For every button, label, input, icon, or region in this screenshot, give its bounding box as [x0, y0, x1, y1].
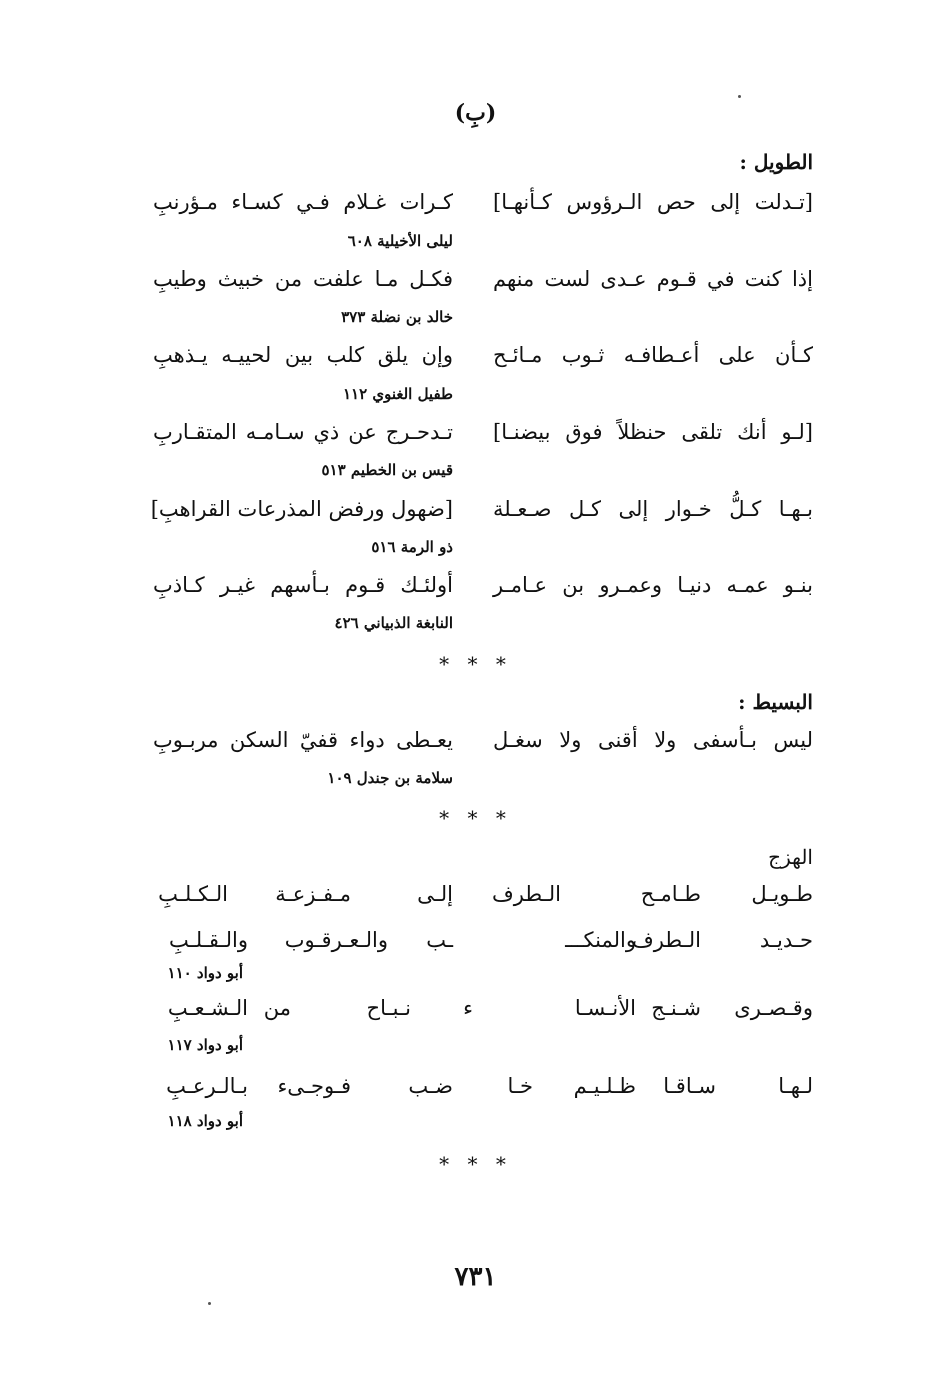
hazaj-word: نـبـاح [366, 996, 411, 1020]
hazaj-word: ـب [426, 928, 453, 952]
hazaj-word: ء [463, 996, 473, 1020]
hazaj-word: ضـب [408, 1074, 453, 1098]
poet-attribution: أبو دواد ١١٨ [167, 1112, 243, 1130]
hazaj-word: حـديـد [759, 928, 813, 952]
hazaj-word: سـاقـا [663, 1074, 716, 1098]
hazaj-word: بـالـرعـبِ [166, 1074, 248, 1098]
poet-attribution: ليلى الأخيلية ٦٠٨ [347, 232, 453, 250]
meter-title-hazaj: الهزج [768, 845, 813, 869]
verse-first-hemistich: بنـو عمـه دنيـا وعمـرو بن عـامـر [493, 573, 813, 597]
page-number: ٧٣١ [454, 1262, 497, 1292]
poet-attribution: أبو دواد ١١٠ [167, 964, 243, 982]
section-divider-stars: * * * [439, 652, 512, 676]
verse-first-hemistich: ليس بـأسفى ولا أقنى ولا سغـل [493, 728, 813, 752]
verse-second-hemistich: وإن يلق كلب بين لحييـه يـذهبِ [153, 343, 453, 367]
section-letter-header: (بِ) [454, 100, 497, 126]
hazaj-word: الـكـلـبِ [158, 882, 228, 906]
poet-attribution: النابغة الذبياني ٤٢٦ [334, 614, 453, 632]
hazaj-word: طـويـل [751, 882, 813, 906]
section-divider-stars: * * * [439, 806, 512, 830]
hazaj-word: إلـى [417, 882, 453, 906]
scan-speck [208, 1302, 211, 1305]
verse-first-hemistich: [تـدلت إلى حص الـرؤوس كـأنهـا] [493, 190, 813, 214]
hazaj-word: الـطرف [492, 882, 561, 906]
verse-second-hemistich: أولئـك قـوم بـأسهم غيـر كـاذبِ [153, 573, 453, 597]
verse-second-hemistich: تـدحـرج عن ذي سـامـه المتقـاربِ [153, 420, 453, 444]
hazaj-word: والـقـلـبِ [168, 928, 248, 952]
poet-attribution: قيس بن الخطيم ٥١٣ [321, 461, 453, 479]
verse-first-hemistich: إذا كنت في قـوم عـدى لست منهم [493, 267, 813, 291]
hazaj-word: الـشـعـبِ [167, 996, 248, 1020]
verse-first-hemistich: [لـو أنك تلقى حنظلاً فوق بيضنـا] [493, 420, 813, 444]
hazaj-word: خـا [507, 1074, 533, 1098]
hazaj-word: ظـلـيـم [573, 1074, 636, 1098]
verse-second-hemistich: فكـل مـا علفت من خبيث وطيبِ [153, 267, 453, 291]
poet-attribution: ذو الرمة ٥١٦ [371, 538, 453, 556]
verse-first-hemistich: بـهـا كـلُّ خـوار إلى كـل صـعـلة [493, 497, 813, 521]
hazaj-word: لـهـا [778, 1074, 813, 1098]
hazaj-word: والمنكـــ [565, 928, 636, 952]
poet-attribution: طفيل الغنوي ١١٢ [342, 385, 453, 403]
hazaj-word: والـعـرقـوب [284, 928, 388, 952]
verse-second-hemistich: يعـطى دواء قفيّ السكن مربـوبِ [153, 728, 453, 752]
hazaj-word: طـامـح [640, 882, 701, 906]
meter-title-tawil: الطويل : [739, 150, 813, 174]
hazaj-word: شـنـج [651, 996, 701, 1020]
poet-attribution: أبو دواد ١١٧ [167, 1036, 243, 1054]
hazaj-word: الأنـسـا [574, 996, 636, 1020]
section-divider-stars: * * * [439, 1152, 512, 1176]
hazaj-word: الـطرف [632, 928, 701, 952]
meter-title-basit: البسيط : [738, 690, 813, 714]
poet-attribution: خالد بن نضلة ٣٧٣ [341, 308, 453, 326]
verse-second-hemistich: [ضهول ورفض المذرعات القراهبِ] [150, 497, 453, 521]
hazaj-word: فـوجـىء [277, 1074, 351, 1098]
hazaj-word: مـفـزعـة [275, 882, 351, 906]
hazaj-word: من [263, 996, 291, 1020]
scan-speck [738, 95, 741, 98]
verse-second-hemistich: كـرات غـلام فـي كسـاء مـؤرنبِ [153, 190, 453, 214]
verse-first-hemistich: كـأن على أعـطافـه ثـوب مـائـح [493, 343, 813, 367]
poet-attribution: سلامة بن جندل ١٠٩ [327, 769, 453, 787]
hazaj-word: وقـصـرى [734, 996, 813, 1020]
